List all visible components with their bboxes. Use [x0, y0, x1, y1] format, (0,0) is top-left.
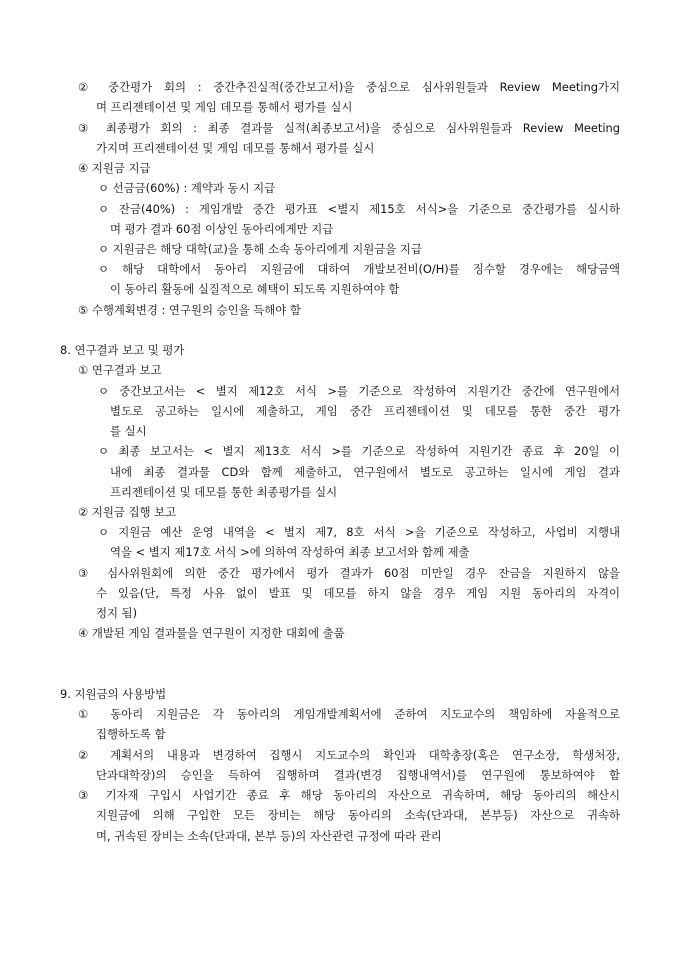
line-l04: 가지며 프리젠테이션 및 게임 데모를 통해서 평가를 실시: [96, 141, 375, 155]
line-l17: 를 실시: [110, 424, 147, 438]
line-l16: 별도로 공고하는 일시에 제출하고, 게임 중간 프리젠테이션 및 데모를 통한 중간 평가: [110, 404, 620, 418]
line-l31: ② 계획서의 내용과 변경하여 집행시 지도교수의 확인과 대학총장(혹은 연구소장, 학생처장,: [78, 748, 620, 762]
line-l15: ㅇ 중간보고서는 < 별지 제12호 서식 >를 기준으로 작성하여 지원기간 중간에 연구원에서: [98, 384, 620, 398]
line-l26: 정지 됨): [96, 606, 138, 620]
line-l03: ③ 최종평가 회의 : 최종 결과물 실적(최종보고서)을 중심으로 심사위원들과 Review Meeting: [78, 121, 620, 135]
line-l09: ㅇ 지원금은 해당 대학(교)을 통해 소속 동아리에게 지원금을 지급: [98, 242, 422, 256]
line-l25: 수 있음(단, 특정 사유 없이 발표 및 데모를 하지 않을 경우 게임 지원 동아리의 자격이: [96, 586, 620, 600]
line-l19: 내에 최종 결과물 CD와 함께 제출하고, 연구원에서 별도로 공고하는 일시에 게임 결과: [110, 465, 620, 479]
section-9-heading: 9. 지원금의 사용방법: [60, 687, 167, 701]
line-l20: 프리젠테이션 및 데모를 통한 최종평가를 실시: [110, 485, 338, 499]
line-l06: ㅇ 선금금(60%) : 계약과 동시 지급: [98, 181, 276, 195]
section-8-heading: 8. 연구결과 보고 및 평가: [60, 343, 185, 357]
line-l24: ③ 심사위원회에 의한 중간 평가에서 평가 결과가 60점 미만일 경우 잔금을 지원하지 않을: [78, 566, 620, 580]
line-l35: 며, 귀속된 장비는 소속(단과대, 본부 등)의 자산관련 규정에 따라 관리: [96, 829, 442, 843]
line-l10: ㅇ 해당 대학에서 동아리 지원금에 대하여 개발보전비(O/H)를 징수할 경우에는 해당금액: [98, 262, 620, 276]
line-l22: ㅇ 지원금 예산 운영 내역을 < 별지 제7, 8호 서식 >을 기준으로 작성하고, 사업비 지행내: [98, 525, 620, 539]
line-l29: ① 동아리 지원금은 각 동아리의 게임개발계획서에 준하여 지도교수의 책임하에 자율적으로: [78, 707, 620, 721]
line-l02: 며 프리젠테이션 및 게임 데모를 통해서 평가를 실시: [96, 100, 353, 114]
line-l12: ⑤ 수행계획변경 : 연구원의 승인을 득해야 함: [78, 303, 301, 317]
line-l33: ③ 기자재 구입시 사업기간 종료 후 해당 동아리의 자산으로 귀속하며, 해당 동아리의 해산시: [78, 788, 620, 802]
line-l27: ④ 개발된 게임 결과물을 연구원이 지정한 대회에 출품: [78, 626, 345, 640]
line-l30: 집행하도록 함: [96, 727, 166, 741]
line-l34: 지원금에 의해 구입한 모든 장비는 해당 동아리의 소속(단과대, 본부등) 자산으로 귀속하: [96, 808, 620, 822]
line-l07: ㅇ 잔금(40%) : 게임개발 중간 평가표 <별지 제15호 서식>을 기준으로 중간평가를 실시하: [98, 202, 620, 216]
line-l05: ④ 지원금 지급: [78, 161, 151, 175]
line-l23: 역을 < 별지 제17호 서식 >에 의하여 작성하여 최종 보고서와 함께 제출: [110, 545, 470, 559]
line-l21: ② 지원금 집행 보고: [78, 505, 177, 519]
line-l18: ㅇ 최종 보고서는 < 별지 제13호 서식 >를 기준으로 작성하여 지원기간 종료 후 20일 이: [98, 444, 620, 458]
line-l32: 단과대학장)의 승인을 득하여 집행하며 결과(변경 집행내역서)를 연구원에 통보하여야 함: [96, 768, 620, 782]
line-l14: ① 연구결과 보고: [78, 363, 162, 377]
line-l01: ② 중간평가 회의 : 중간추진실적(중간보고서)을 중심으로 심사위원들과 Review Meeting가지: [78, 80, 620, 94]
line-l11: 이 동아리 활동에 실질적으로 혜택이 되도록 지원하여야 함: [110, 282, 400, 296]
line-l08: 며 평가 결과 60점 이상인 동아리에게만 지급: [110, 222, 334, 236]
